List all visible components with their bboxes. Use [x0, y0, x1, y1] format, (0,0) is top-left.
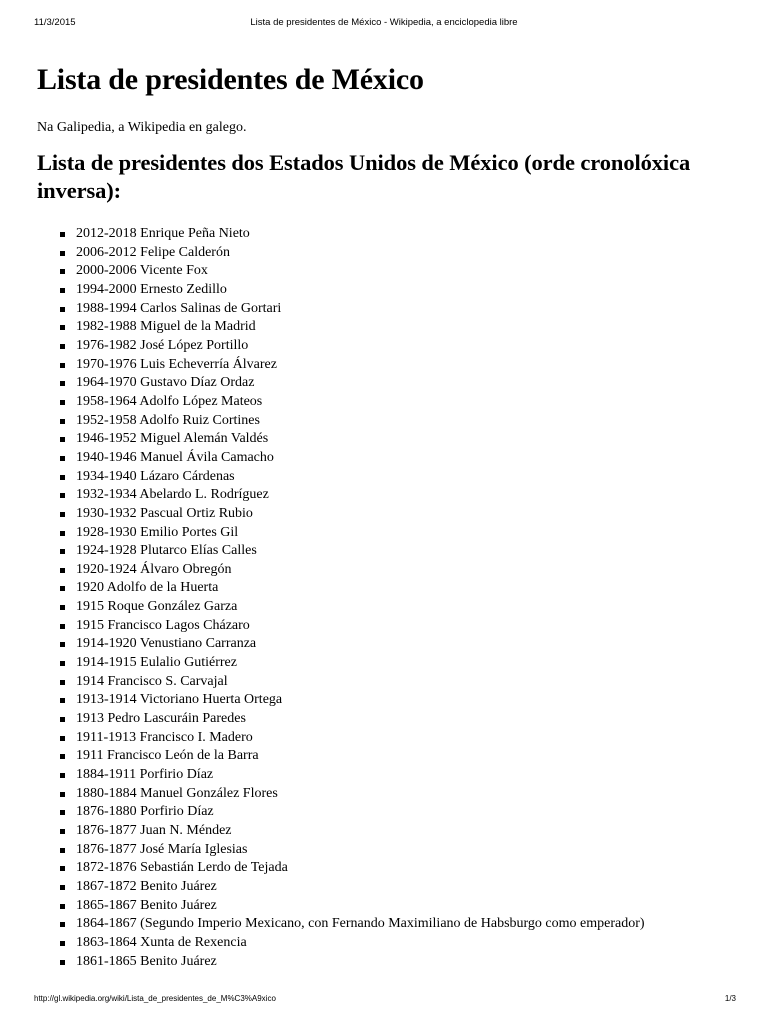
list-item: 1876-1877 Juan N. Méndez — [76, 822, 737, 841]
presidents-list — [37, 225, 737, 971]
list-item: 1913 Pedro Lascuráin Paredes — [76, 710, 737, 729]
list-item: 1920-1924 Álvaro Obregón — [76, 561, 737, 580]
site-subtitle: Na Galipedia, a Wikipedia en galego. — [37, 120, 247, 135]
list-item: 1988-1994 Carlos Salinas de Gortari — [76, 300, 737, 319]
list-item: 1913-1914 Victoriano Huerta Ortega — [76, 691, 737, 710]
list-item: 1970-1976 Luis Echeverría Álvarez — [76, 356, 737, 375]
list-item: 1914-1920 Venustiano Carranza — [76, 635, 737, 654]
list-item: 1915 Francisco Lagos Cházaro — [76, 617, 737, 636]
list-item: 1915 Roque González Garza — [76, 598, 737, 617]
list-item: 1946-1952 Miguel Alemán Valdés — [76, 430, 737, 449]
print-header — [0, 17, 768, 31]
page-number: 1/3 — [724, 994, 736, 1003]
article-content — [37, 58, 737, 971]
list-item: 1928-1930 Emilio Portes Gil — [76, 524, 737, 543]
list-item: 1911-1913 Francisco I. Madero — [76, 729, 737, 748]
list-item: 1982-1988 Miguel de la Madrid — [76, 318, 737, 337]
list-item: 1863-1864 Xunta de Rexencia — [76, 934, 737, 953]
print-date: 11/3/2015 — [34, 17, 76, 28]
list-item: 1920 Adolfo de la Huerta — [76, 579, 737, 598]
list-item: 1934-1940 Lázaro Cárdenas — [76, 468, 737, 487]
list-item: 2000-2006 Vicente Fox — [76, 262, 737, 281]
list-item: 1952-1958 Adolfo Ruiz Cortines — [76, 412, 737, 431]
list-item: 1976-1982 José López Portillo — [76, 337, 737, 356]
list-item: 2006-2012 Felipe Calderón — [76, 244, 737, 263]
list-item: 1867-1872 Benito Juárez — [76, 878, 737, 897]
list-item: 1932-1934 Abelardo L. Rodríguez — [76, 486, 737, 505]
print-footer — [0, 994, 768, 1008]
list-item: 1880-1884 Manuel González Flores — [76, 785, 737, 804]
list-item: 2012-2018 Enrique Peña Nieto — [76, 225, 737, 244]
list-item: 1872-1876 Sebastián Lerdo de Tejada — [76, 859, 737, 878]
list-item: 1964-1970 Gustavo Díaz Ordaz — [76, 374, 737, 393]
list-item: 1958-1964 Adolfo López Mateos — [76, 393, 737, 412]
list-item: 1914 Francisco S. Carvajal — [76, 673, 737, 692]
print-document-title: Lista de presidentes de México - Wikipedia, a enciclopedia libre — [250, 17, 518, 28]
section-heading: Lista de presidentes dos Estados Unidos de México (orde cronolóxica inversa): — [37, 150, 691, 203]
list-item: 1865-1867 Benito Juárez — [76, 897, 737, 916]
list-item: 1884-1911 Porfirio Díaz — [76, 766, 737, 785]
list-item: 1864-1867 (Segundo Imperio Mexicano, con Fernando Maximiliano de Habsburgo como emperador) — [76, 915, 737, 934]
list-item: 1876-1880 Porfirio Díaz — [76, 803, 737, 822]
list-item: 1861-1865 Benito Juárez — [76, 953, 737, 972]
list-item: 1940-1946 Manuel Ávila Camacho — [76, 449, 737, 468]
page-title: Lista de presidentes de México — [37, 63, 424, 96]
list-item: 1994-2000 Ernesto Zedillo — [76, 281, 737, 300]
list-item: 1924-1928 Plutarco Elías Calles — [76, 542, 737, 561]
list-item: 1930-1932 Pascual Ortiz Rubio — [76, 505, 737, 524]
page-url: http://gl.wikipedia.org/wiki/Lista_de_presidentes_de_M%C3%A9xico — [34, 994, 276, 1003]
list-item: 1914-1915 Eulalio Gutiérrez — [76, 654, 737, 673]
list-item: 1876-1877 José María Iglesias — [76, 841, 737, 860]
list-item: 1911 Francisco León de la Barra — [76, 747, 737, 766]
